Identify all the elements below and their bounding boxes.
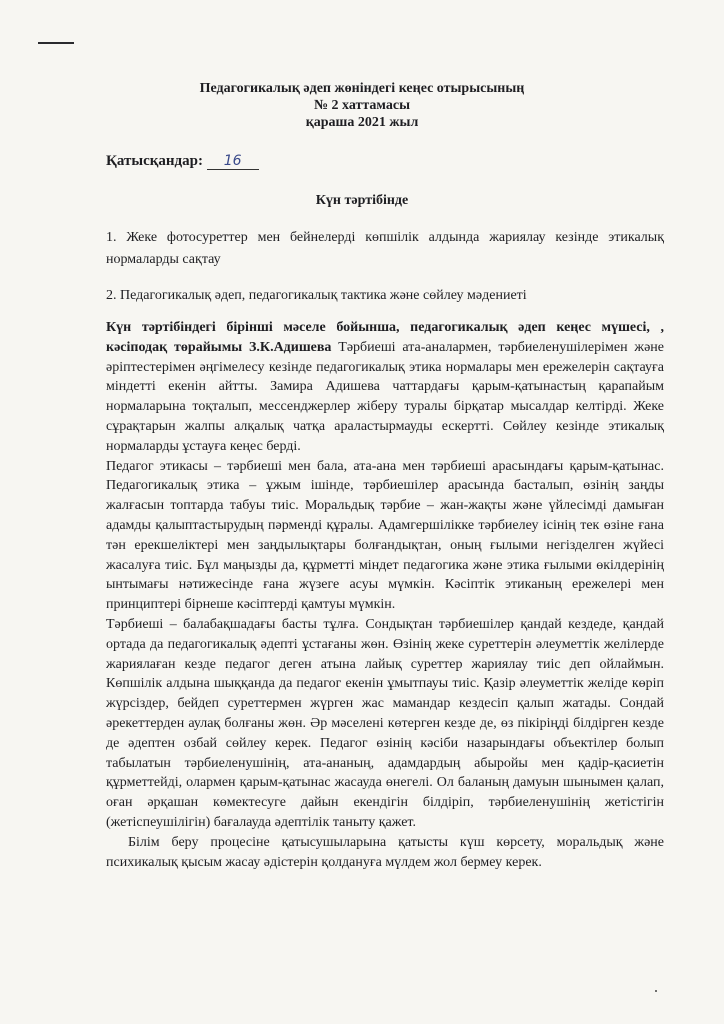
participants-label: Қатысқандар: xyxy=(106,153,203,169)
header-line-2: № 2 хаттамасы xyxy=(313,98,411,113)
paragraph-3: Тәрбиеші – балабақшадағы басты тұлға. Сондықтан тәрбиешілер қандай кездеде, қандай ортада да педагогикалық әдепті ұстағаны жөн. Өзінің жеке суреттерін әлеуметтік желілерде жариялаған кезде педагог деген атына лайық суреттер жариялау тиіс деп ойлаймын. Көпшілік алдына шыққанда да педагог екенін ұмытпауы тиіс. Қазір әлеуметтік желіде көріп жүрсіздер, бейдеп суреттермен жүрген жас мамандар кездесіп қалып жатады. Сондай әрекеттерден аулақ болғаны жөн. Әр мәселені көтерген кезде де, өз пікіріңді білдірген кезде де әдептен озбай сөйлеу керек. Педагог өзінің кәсіби назарындағы объектілер болып табылатын тәрбиеленушінің, ата-ананың, адамдардың абыройы мен қадір-қасиетін құрметтейді, олармен қарым-қатынас жасауда өнегелі. Ол баланың дамуын шынымен қалап, оған әрқашан көмектесуге дайын екендігін білдіріп, тәрбиеленушінің жетістігін (жетіспеушілігін) бағалауда әдептілік таныту қажет. xyxy=(106,616,664,830)
header-line-1: Педагогикалық әдеп жөніндегі кеңес отырысының xyxy=(199,81,525,96)
header-line-3: қараша 2021 жыл xyxy=(305,115,419,130)
paragraph-1 xyxy=(106,318,664,457)
paragraph-4: Білім беру процесіне қатысушыларына қатысты күш көрсету, моральдық және психикалық қысым жасау әдістерін қолдануға мүлдем жол бермеу керек. xyxy=(106,834,664,870)
participants-line xyxy=(106,153,259,170)
scan-dot xyxy=(655,990,657,992)
agenda-title: Күн тәртібінде xyxy=(315,193,409,208)
paragraph-1-text: Тәрбиеші ата-аналармен, тәрбиеленушілерімен және әріптестерімен әңгімелесу кезінде педагогикалық этика нормалары мен ережелерін сақтауға міндетті екенін айтты. Замира Адишева чаттардағы қарым-қатынастың қарапайым нормаларына тоқталып, мессенджерлер жіберу туралы бірқатар мысалдар келтірді. Жеке сұрақтарын жалпы алқалық чатқа араластырмауды ескертті. Сөйлеу кезінде этикалық нормаларды ұстауға кеңес берді. xyxy=(106,339,665,454)
participants-count: 16 xyxy=(207,153,259,170)
agenda-item-2: 2. Педагогикалық әдеп, педагогикалық тактика және сөйлеу мәдениеті xyxy=(106,288,527,303)
agenda-item-1: 1. Жеке фотосуреттер мен бейнелерді көпшілік алдында жариялау кезінде этикалық нормаларды сақтау xyxy=(106,230,664,267)
paragraph-1-lead: Күн тәртібіндегі бірінші мәселе бойынша, педагогикалық әдеп кеңес мүшесі, , кәсіподақ төрайымы З.К.Адишева xyxy=(106,320,664,355)
paragraph-2: Педагог этикасы – тәрбиеші мен бала, ата-ана мен тәрбиеші арасындағы қарым-қатынас. Педагогикалық этика – ұжым ішінде, тәрбиешілер арасында басталып, өзінің заңды жалғасын топтарда табуы тиіс. Моральдық тәрбие – жан-жақты және үйлесімді дамыған адамды қалыптастырудың пәрменді құралы. Адамгершілікке тәрбиелеу ісінің тек өзіне ғана тән ерекшеліктері мен заңдылықтары болғандықтан, оның ғылыми негізделген жүйесі жасалуға тиіс. Бұл маңызды да, құрметті міндет педагогика және этика ғылыми өкілдерінің ынтымағы нәтижесінде ғана жүзеге асуы мүмкін. Кәсіптік этиканың ережелері мен принциптері бірнеше кәсіптерді қамтуы мүмкін. xyxy=(106,458,664,613)
minutes-body xyxy=(106,318,664,872)
document-header xyxy=(0,80,724,131)
corner-mark xyxy=(38,42,74,44)
